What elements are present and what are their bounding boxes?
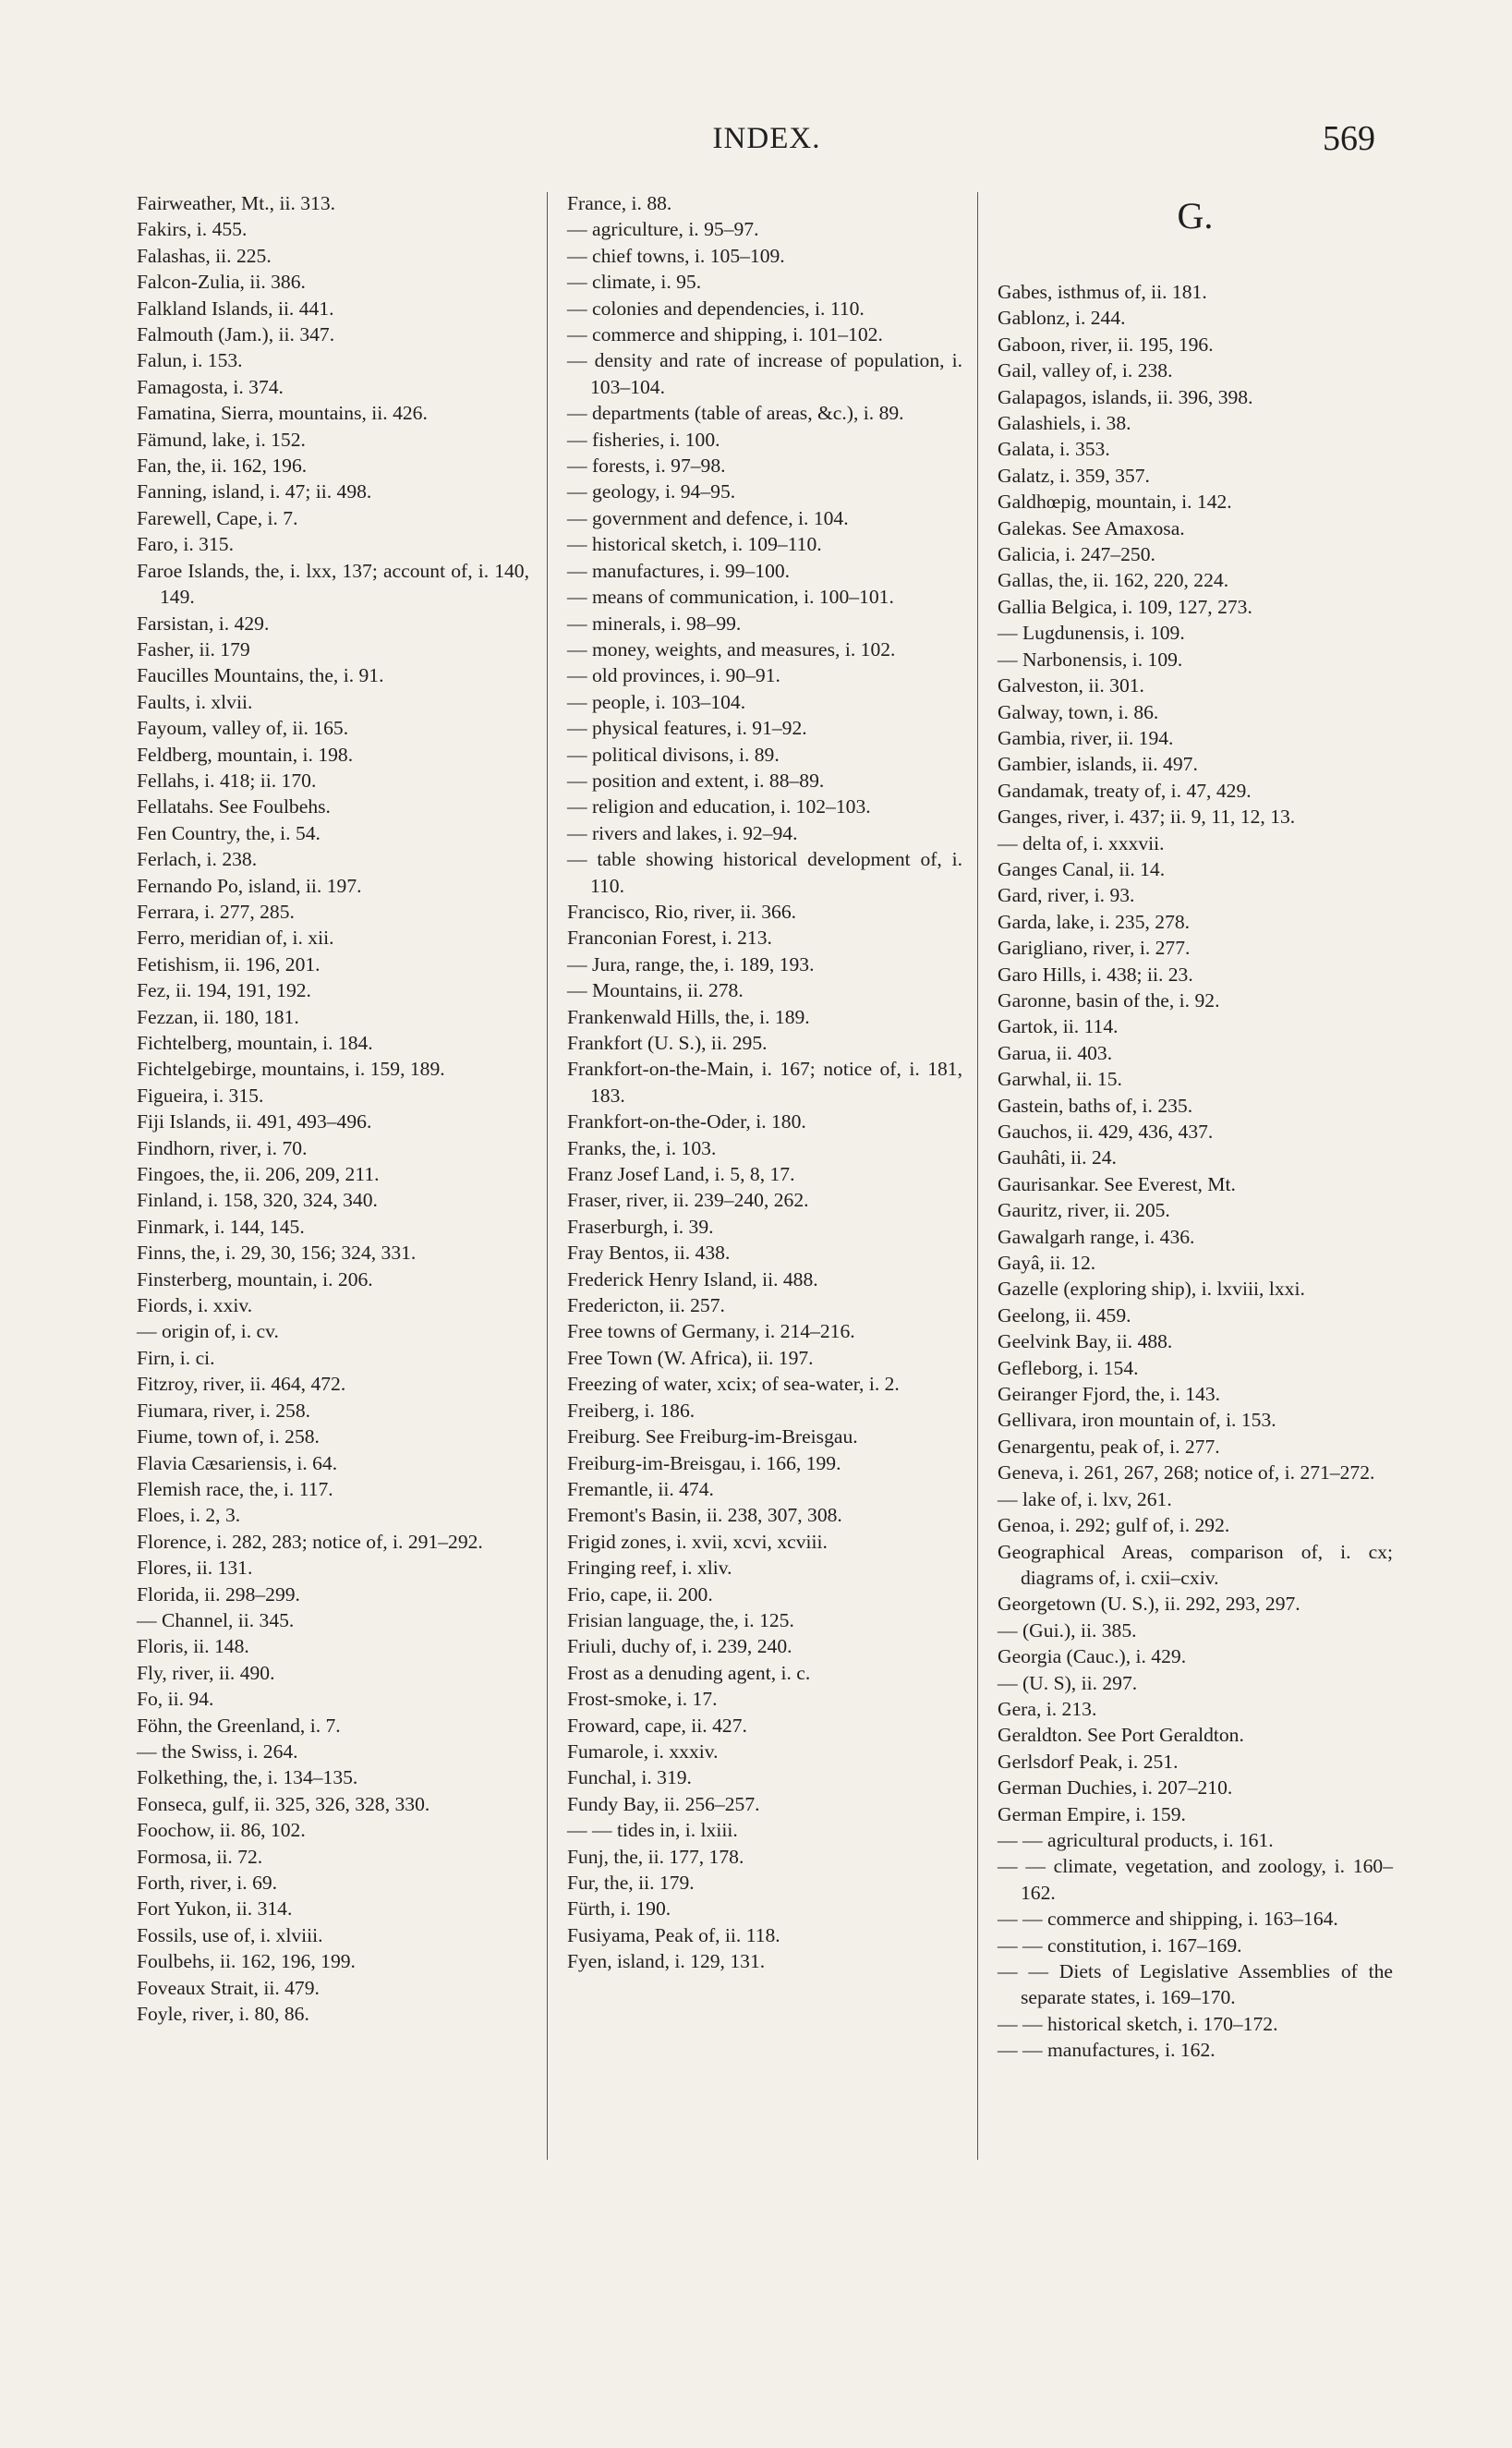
index-entry: — means of communication, i. 100–101. — [567, 586, 894, 609]
index-entry: Freezing of water, xcix; of sea-water, i. 2. — [567, 1373, 900, 1396]
index-entry: Farsistan, i. 429. — [137, 612, 270, 635]
index-entry: Fredericton, ii. 257. — [567, 1294, 725, 1317]
index-entry: — rivers and lakes, i. 92–94. — [567, 821, 798, 844]
index-entry: Gambia, river, ii. 194. — [998, 726, 1174, 749]
index-entry: — fisheries, i. 100. — [567, 428, 720, 451]
index-entry: Ferlach, i. 238. — [137, 848, 258, 871]
index-entry: Gallia Belgica, i. 109, 127, 273. — [998, 595, 1252, 618]
index-entry: — minerals, i. 98–99. — [567, 612, 742, 635]
index-entry: — historical sketch, i. 109–110. — [567, 533, 822, 556]
index-entry: Faroe Islands, the, i. lxx, 137; account of, i. 140, 149. — [137, 559, 529, 609]
index-entry: — government and defence, i. 104. — [567, 506, 849, 529]
index-entry: Gauchos, ii. 429, 436, 437. — [998, 1121, 1214, 1143]
index-entry: Franks, the, i. 103. — [567, 1136, 717, 1159]
index-entry: Fämund, lake, i. 152. — [137, 428, 306, 451]
index-entry: Flavia Cæsariensis, i. 64. — [137, 1451, 338, 1474]
index-entry: Galata, i. 353. — [998, 438, 1110, 461]
index-entry: Gambier, islands, ii. 497. — [998, 753, 1198, 776]
index-entry: Fez, ii. 194, 191, 192. — [137, 979, 311, 1002]
index-entry: Fremont's Basin, ii. 238, 307, 308. — [567, 1504, 842, 1527]
index-entry: — delta of, i. xxxvii. — [998, 831, 1165, 854]
index-entry: — Jura, range, the, i. 189, 193. — [567, 952, 815, 976]
index-entry: Foveaux Strait, ii. 479. — [137, 1976, 320, 1999]
page-header — [0, 118, 1512, 164]
index-entry: Fingoes, the, ii. 206, 209, 211. — [137, 1163, 380, 1186]
index-entry: — Mountains, ii. 278. — [567, 979, 744, 1002]
index-entry: Franz Josef Land, i. 5, 8, 17. — [567, 1163, 795, 1186]
index-entry: Foyle, river, i. 80, 86. — [137, 2003, 309, 2026]
index-entry: German Duchies, i. 207–210. — [998, 1776, 1233, 1800]
index-entry: Fiords, i. xxiv. — [137, 1294, 253, 1317]
index-entry: Ganges Canal, ii. 14. — [998, 857, 1166, 880]
index-entry: Fairweather, Mt., ii. 313. — [137, 192, 336, 214]
index-entry: Garigliano, river, i. 277. — [998, 937, 1191, 960]
index-entry: — table showing historical development of, i. 110. — [567, 848, 962, 897]
index-entry: Floris, ii. 148. — [137, 1635, 249, 1658]
index-entry: — lake of, i. lxv, 261. — [998, 1487, 1172, 1510]
index-entry: Galatz, i. 359, 357. — [998, 464, 1150, 487]
index-entry: Fakirs, i. 455. — [137, 218, 248, 241]
index-entry: — origin of, i. cv. — [137, 1320, 279, 1343]
index-entry: Funchal, i. 319. — [567, 1766, 692, 1789]
index-entry: Garwhal, ii. 15. — [998, 1068, 1122, 1091]
index-entry: Foulbehs, ii. 162, 196, 199. — [137, 1950, 356, 1973]
index-entry: Fanning, island, i. 47; ii. 498. — [137, 480, 372, 503]
index-entry: — — tides in, i. lxiii. — [567, 1819, 738, 1842]
index-entry: Fumarole, i. xxxiv. — [567, 1739, 719, 1763]
index-entry: Galdhœpig, mountain, i. 142. — [998, 491, 1232, 514]
index-entry: Gellivara, iron mountain of, i. 153. — [998, 1409, 1276, 1432]
index-entry: Flemish race, the, i. 117. — [137, 1477, 333, 1500]
index-entry: — agriculture, i. 95–97. — [567, 218, 759, 241]
index-entry: Falun, i. 153. — [137, 349, 243, 372]
index-entry: — — manufactures, i. 162. — [998, 2039, 1216, 2062]
running-head: INDEX. — [712, 122, 821, 155]
index-entry: Franconian Forest, i. 213. — [567, 927, 772, 950]
index-entry: — the Swiss, i. 264. — [137, 1739, 298, 1763]
index-entry: Gerlsdorf Peak, i. 251. — [998, 1750, 1179, 1773]
index-entry: Famatina, Sierra, mountains, ii. 426. — [137, 402, 428, 425]
index-entry: — money, weights, and measures, i. 102. — [567, 637, 896, 660]
index-entry: Galapagos, islands, ii. 396, 398. — [998, 385, 1253, 408]
column-divider — [977, 192, 978, 2160]
index-entry: Finmark, i. 144, 145. — [137, 1215, 305, 1238]
index-entry: Fayoum, valley of, ii. 165. — [137, 717, 349, 740]
index-entry: Ganges, river, i. 437; ii. 9, 11, 12, 13. — [998, 806, 1296, 829]
index-entry: Fly, river, ii. 490. — [137, 1661, 275, 1684]
index-column-1 — [137, 190, 529, 2027]
index-entry: Frost as a denuding agent, i. c. — [567, 1661, 811, 1684]
index-entry: — — historical sketch, i. 170–172. — [998, 2012, 1278, 2035]
index-column-2 — [567, 190, 962, 1975]
index-entry: Gablonz, i. 244. — [998, 307, 1126, 330]
index-entry: Floes, i. 2, 3. — [137, 1504, 241, 1527]
index-entry: Florence, i. 282, 283; notice of, i. 291–292. — [137, 1530, 483, 1553]
index-entry: — colonies and dependencies, i. 110. — [567, 297, 865, 320]
index-entry: Freiburg. See Freiburg-im-Breisgau. — [567, 1425, 858, 1448]
index-entry: Genargentu, peak of, i. 277. — [998, 1435, 1220, 1458]
index-entry: Fezzan, ii. 180, 181. — [137, 1005, 299, 1028]
index-entry: Föhn, the Greenland, i. 7. — [137, 1714, 341, 1737]
index-entry: Gallas, the, ii. 162, 220, 224. — [998, 569, 1229, 592]
index-entry: Fonseca, gulf, ii. 325, 326, 328, 330. — [137, 1792, 430, 1815]
index-entry: Falmouth (Jam.), ii. 347. — [137, 323, 335, 346]
index-entry: Faults, i. xlvii. — [137, 690, 253, 713]
index-entry: Frankfort (U. S.), ii. 295. — [567, 1032, 768, 1054]
index-entry: Faucilles Mountains, the, i. 91. — [137, 664, 384, 687]
index-entry: Frost-smoke, i. 17. — [567, 1688, 718, 1711]
index-entry: Geraldton. See Port Geraldton. — [998, 1724, 1244, 1747]
index-entry: Frankenwald Hills, the, i. 189. — [567, 1005, 810, 1028]
index-entry: France, i. 88. — [567, 192, 672, 214]
index-entry: Fasher, ii. 179 — [137, 637, 250, 660]
index-entry: Finland, i. 158, 320, 324, 340. — [137, 1189, 378, 1212]
index-entry: — climate, i. 95. — [567, 271, 702, 294]
index-entry: Faro, i. 315. — [137, 533, 234, 556]
index-column-3 — [998, 188, 1393, 2064]
index-entry: Free Town (W. Africa), ii. 197. — [567, 1346, 814, 1369]
index-entry: — — Diets of Legislative Assemblies of the separate states, i. 169–170. — [998, 1960, 1393, 2009]
index-entry: — manufactures, i. 99–100. — [567, 559, 791, 582]
index-entry: — Lugdunensis, i. 109. — [998, 622, 1185, 645]
index-entry: Garo Hills, i. 438; ii. 23. — [998, 963, 1193, 986]
index-entry: — forests, i. 97–98. — [567, 454, 726, 478]
index-entry: Geelvink Bay, ii. 488. — [998, 1330, 1173, 1353]
index-entry: Fringing reef, i. xliv. — [567, 1557, 732, 1580]
index-entry: Gabes, isthmus of, ii. 181. — [998, 281, 1207, 303]
index-entry: — political divisons, i. 89. — [567, 743, 780, 766]
index-entry: Fichtelberg, mountain, i. 184. — [137, 1032, 373, 1054]
index-entry: Georgetown (U. S.), ii. 292, 293, 297. — [998, 1593, 1300, 1616]
index-entry: Ferrara, i. 277, 285. — [137, 900, 295, 923]
index-entry: Friuli, duchy of, i. 239, 240. — [567, 1635, 792, 1658]
index-entry: — position and extent, i. 88–89. — [567, 769, 825, 792]
index-entry: Gauritz, river, ii. 205. — [998, 1199, 1170, 1222]
index-entry: Galashiels, i. 38. — [998, 412, 1131, 435]
index-entry: Florida, ii. 298–299. — [137, 1582, 300, 1606]
index-entry: Figueira, i. 315. — [137, 1084, 264, 1107]
index-entry: Garonne, basin of the, i. 92. — [998, 988, 1220, 1012]
index-entry: Fitzroy, river, ii. 464, 472. — [137, 1373, 346, 1396]
index-entry: Frisian language, the, i. 125. — [567, 1608, 794, 1631]
index-entry: Galicia, i. 247–250. — [998, 543, 1155, 566]
index-entry: Genoa, i. 292; gulf of, i. 292. — [998, 1514, 1230, 1537]
index-entry: Frederick Henry Island, ii. 488. — [567, 1267, 818, 1291]
index-entry: Frio, cape, ii. 200. — [567, 1582, 713, 1606]
index-entry: Free towns of Germany, i. 214–216. — [567, 1320, 855, 1343]
index-entry: Funj, the, ii. 177, 178. — [567, 1845, 744, 1868]
index-entry: Fraserburgh, i. 39. — [567, 1215, 714, 1238]
index-entry: Fundy Bay, ii. 256–257. — [567, 1792, 760, 1815]
index-entry: Gastein, baths of, i. 235. — [998, 1094, 1193, 1117]
index-entry: Feldberg, mountain, i. 198. — [137, 743, 354, 766]
index-entry: Gandamak, treaty of, i. 47, 429. — [998, 779, 1252, 802]
index-entry: Fremantle, ii. 474. — [567, 1477, 714, 1500]
index-entry: Fur, the, ii. 179. — [567, 1872, 695, 1894]
index-entry: Fray Bentos, ii. 438. — [567, 1242, 731, 1265]
index-entry: Forth, river, i. 69. — [137, 1872, 278, 1894]
index-entry: Famagosta, i. 374. — [137, 375, 284, 398]
index-entry: Geiranger Fjord, the, i. 143. — [998, 1383, 1221, 1406]
index-entry: — Narbonensis, i. 109. — [998, 648, 1183, 671]
index-entry: Folkething, the, i. 134–135. — [137, 1766, 358, 1789]
index-entry: — physical features, i. 91–92. — [567, 717, 807, 740]
index-entry: Gayâ, ii. 12. — [998, 1252, 1096, 1275]
index-entry: Freiberg, i. 186. — [567, 1399, 696, 1422]
index-entry: — (U. S), ii. 297. — [998, 1671, 1138, 1694]
index-entry: Finsterberg, mountain, i. 206. — [137, 1267, 373, 1291]
index-entry: Foochow, ii. 86, 102. — [137, 1819, 306, 1842]
page-number: 569 — [1323, 119, 1375, 158]
index-entry: Findhorn, river, i. 70. — [137, 1136, 308, 1159]
index-entry: Galekas. See Amaxosa. — [998, 516, 1185, 539]
index-entry: Finns, the, i. 29, 30, 156; 324, 331. — [137, 1242, 417, 1265]
index-entry: — — climate, vegetation, and zoology, i. 160–162. — [998, 1855, 1393, 1904]
index-entry: Fen Country, the, i. 54. — [137, 821, 321, 844]
column-divider — [547, 192, 548, 2160]
index-entry: Falkland Islands, ii. 441. — [137, 297, 334, 320]
index-entry: Gera, i. 213. — [998, 1697, 1097, 1720]
index-entry: Geneva, i. 261, 267, 268; notice of, i. 271–272. — [998, 1461, 1375, 1485]
index-entry: — chief towns, i. 105–109. — [567, 244, 785, 267]
index-entry: — people, i. 103–104. — [567, 690, 746, 713]
index-entry: German Empire, i. 159. — [998, 1802, 1186, 1825]
index-entry: Fossils, use of, i. xlviii. — [137, 1923, 323, 1946]
index-entry: Galveston, ii. 301. — [998, 674, 1144, 697]
index-entry: — old provinces, i. 90–91. — [567, 664, 780, 687]
index-entry: Gazelle (exploring ship), i. lxviii, lxxi. — [998, 1278, 1305, 1301]
index-entry: Fo, ii. 94. — [137, 1688, 214, 1711]
index-entry: Flores, ii. 131. — [137, 1557, 253, 1580]
index-entry: Frankfort-on-the-Main, i. 167; notice of, i. 181, 183. — [567, 1058, 962, 1107]
index-entry: — departments (table of areas, &c.), i. 89. — [567, 402, 904, 425]
index-entry: Geographical Areas, comparison of, i. cx; diagrams of, i. cxii–cxiv. — [998, 1540, 1393, 1589]
index-entry: Fernando Po, island, ii. 197. — [137, 874, 362, 897]
index-entry: — geology, i. 94–95. — [567, 480, 736, 503]
index-entry: Gawalgarh range, i. 436. — [998, 1225, 1195, 1248]
section-letter: G. — [1177, 195, 1214, 236]
index-entry: Galway, town, i. 86. — [998, 700, 1159, 723]
index-entry: Fan, the, ii. 162, 196. — [137, 454, 308, 478]
index-entry: Fetishism, ii. 196, 201. — [137, 952, 321, 976]
index-entry: — — commerce and shipping, i. 163–164. — [998, 1908, 1338, 1931]
index-entry: Firn, i. ci. — [137, 1346, 215, 1369]
index-entry: Farewell, Cape, i. 7. — [137, 506, 298, 529]
index-entry: Fürth, i. 190. — [567, 1897, 671, 1921]
index-entry: Fyen, island, i. 129, 131. — [567, 1950, 766, 1973]
index-entry: Fiume, town of, i. 258. — [137, 1425, 320, 1448]
index-entry: Fraser, river, ii. 239–240, 262. — [567, 1189, 809, 1212]
index-entry: Gail, valley of, i. 238. — [998, 359, 1173, 382]
index-entry: Garda, lake, i. 235, 278. — [998, 910, 1191, 933]
index-entry: Fiji Islands, ii. 491, 493–496. — [137, 1110, 372, 1133]
index-entry: — religion and education, i. 102–103. — [567, 795, 871, 818]
index-entry: Gefleborg, i. 154. — [998, 1356, 1139, 1379]
index-entry: Fusiyama, Peak of, ii. 118. — [567, 1923, 780, 1946]
index-entry: Frigid zones, i. xvii, xcvi, xcviii. — [567, 1530, 828, 1553]
index-entry: — Channel, ii. 345. — [137, 1608, 295, 1631]
index-entry: Gauhâti, ii. 24. — [998, 1146, 1117, 1169]
index-entry: — density and rate of increase of population, i. 103–104. — [567, 349, 962, 398]
index-entry: — — agricultural products, i. 161. — [998, 1828, 1274, 1851]
index-entry: Gartok, ii. 114. — [998, 1015, 1119, 1038]
index-entry: Gaboon, river, ii. 195, 196. — [998, 333, 1214, 356]
index-entry: — — constitution, i. 167–169. — [998, 1933, 1242, 1957]
index-entry: Fellatahs. See Foulbehs. — [137, 795, 331, 818]
index-entry: — (Gui.), ii. 385. — [998, 1618, 1137, 1642]
index-entry: Fort Yukon, ii. 314. — [137, 1897, 293, 1921]
index-entry: Francisco, Rio, river, ii. 366. — [567, 900, 797, 923]
index-entry: — commerce and shipping, i. 101–102. — [567, 323, 883, 346]
index-entry: Falcon-Zulia, ii. 386. — [137, 271, 306, 294]
index-entry: Fichtelgebirge, mountains, i. 159, 189. — [137, 1058, 445, 1081]
index-entry: Freiburg-im-Breisgau, i. 166, 199. — [567, 1451, 841, 1474]
index-entry: Falashas, ii. 225. — [137, 244, 272, 267]
index-entry: Fellahs, i. 418; ii. 170. — [137, 769, 317, 792]
index-entry: Georgia (Cauc.), i. 429. — [998, 1645, 1187, 1668]
index-entry: Gard, river, i. 93. — [998, 884, 1135, 907]
index-entry: Geelong, ii. 459. — [998, 1303, 1131, 1327]
index-entry: Frankfort-on-the-Oder, i. 180. — [567, 1110, 806, 1133]
index-entry: Froward, cape, ii. 427. — [567, 1714, 747, 1737]
index-entry: Fiumara, river, i. 258. — [137, 1399, 311, 1422]
index-entry: Ferro, meridian of, i. xii. — [137, 927, 334, 950]
index-entry: Gaurisankar. See Everest, Mt. — [998, 1172, 1236, 1195]
index-entry: Garua, ii. 403. — [998, 1041, 1113, 1064]
index-entry: Formosa, ii. 72. — [137, 1845, 263, 1868]
